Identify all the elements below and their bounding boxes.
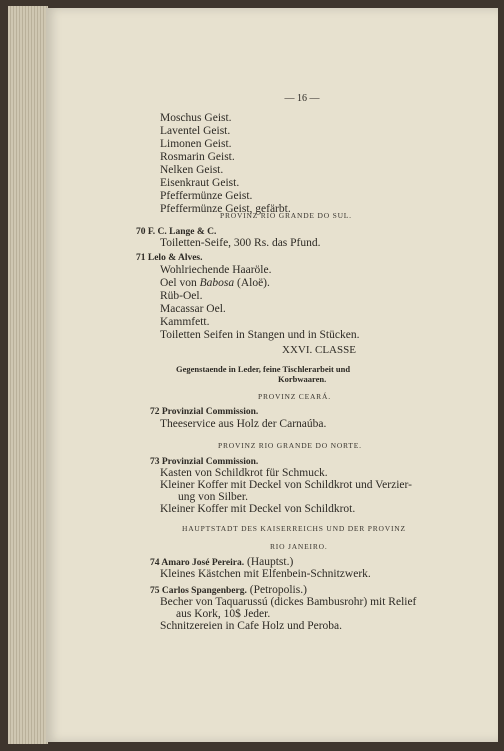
text-line: Kleiner Koffer mit Deckel von Schildkrot. bbox=[160, 503, 356, 515]
text-line: Kleines Kästchen mit Elfenbein-Schnitzwerk. bbox=[160, 568, 371, 580]
section-heading: PROVINZ RIO GRANDE DO SUL. bbox=[220, 211, 352, 220]
text-line: Macassar Oel. bbox=[160, 303, 226, 315]
exhibitor-name: 73 Provinzial Commission. bbox=[150, 457, 259, 467]
text-line: Becher von Taquarussú (dickes Bambusrohr) mit Relief bbox=[160, 596, 417, 608]
exhibitor-name: 74 Amaro José Pereira. bbox=[150, 558, 245, 568]
section-heading: PROVINZ CEARÁ. bbox=[258, 392, 331, 401]
text-line: Moschus Geist. bbox=[160, 112, 232, 124]
text-line: Limonen Geist. bbox=[160, 138, 232, 150]
text-line: ung von Silber. bbox=[178, 491, 248, 503]
class-title: XXVI. CLASSE bbox=[282, 344, 356, 356]
text-line: Eisenkraut Geist. bbox=[160, 177, 240, 189]
text-line: Rosmarin Geist. bbox=[160, 151, 235, 163]
text-line: Oel von Babosa (Aloë). bbox=[160, 277, 270, 289]
text-line: Pfeffermünze Geist, gefärbt. bbox=[160, 203, 291, 215]
text-line: Kasten von Schildkrot für Schmuck. bbox=[160, 467, 328, 479]
text-line: Laventel Geist. bbox=[160, 125, 231, 137]
class-subtitle: Gegenstaende in Leder, feine Tischlerarbeit und bbox=[176, 364, 351, 374]
text-line: Wohlriechende Haaröle. bbox=[160, 264, 272, 276]
exhibitor-name: 71 Lelo & Alves. bbox=[136, 253, 203, 263]
exhibitor-name: 72 Provinzial Commission. bbox=[150, 407, 259, 417]
text-line: Kleiner Koffer mit Deckel von Schildkrot und Verzier- bbox=[160, 479, 412, 491]
book-page bbox=[46, 8, 498, 742]
page-edges bbox=[8, 6, 48, 744]
exhibitor-place: (Petropolis.) bbox=[249, 584, 307, 596]
exhibitor-place: (Hauptst.) bbox=[246, 556, 294, 568]
text-line: Toiletten Seifen in Stangen und in Stücken. bbox=[160, 329, 360, 341]
text-line: Theeservice aus Holz der Carnaúba. bbox=[160, 418, 327, 430]
section-heading: HAUPTSTADT DES KAISERREICHS UND DER PROVINZ bbox=[182, 524, 406, 533]
class-subtitle: Korbwaaren. bbox=[278, 374, 327, 384]
section-heading: PROVINZ RIO GRANDE DO NORTE. bbox=[218, 441, 362, 450]
text-line: Toiletten-Seife, 300 Rs. das Pfund. bbox=[160, 237, 321, 249]
exhibitor-name: 70 F. C. Lange & C. bbox=[136, 227, 217, 237]
section-heading: RIO JANEIRO. bbox=[270, 542, 328, 551]
exhibitor-name: 75 Carlos Spangenberg. bbox=[150, 586, 247, 596]
page-number: — 16 — bbox=[284, 93, 320, 104]
text-line: aus Kork, 10$ Jeder. bbox=[176, 608, 271, 620]
text-line: Kammfett. bbox=[160, 316, 210, 328]
text-line: Rüb-Oel. bbox=[160, 290, 203, 302]
text-line: Pfeffermünze Geist. bbox=[160, 190, 253, 202]
text-line: Schnitzereien in Cafe Holz und Peroba. bbox=[160, 620, 343, 632]
text-line: Nelken Geist. bbox=[160, 164, 224, 176]
